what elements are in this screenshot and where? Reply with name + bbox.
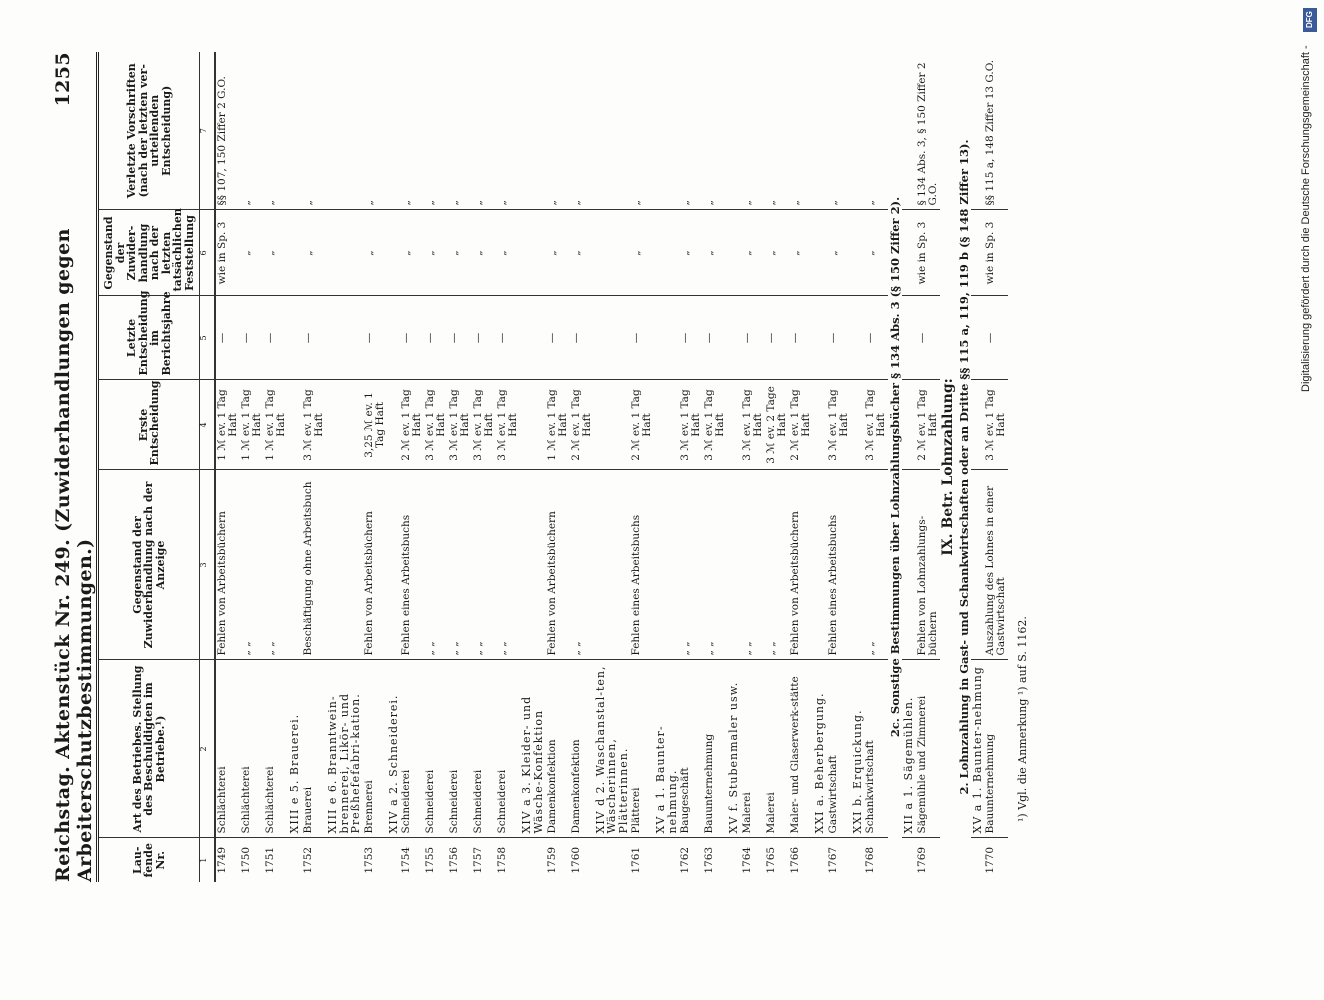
empty-cell [813, 210, 827, 296]
cell-betrieb: Schlächterei [240, 660, 264, 838]
empty-cell [971, 838, 985, 882]
cell-erste: 1 ℳ ev. 1 Tag Haft [215, 380, 240, 470]
cell-betrieb: Schneiderei [472, 660, 496, 838]
cell-nr: 1756 [448, 846, 461, 874]
table-body [215, 52, 1008, 882]
cell-gegenstand6: „ [302, 210, 326, 296]
cell-gegenstand6: „ [546, 210, 570, 296]
cell-vorschriften: „ [400, 52, 424, 210]
running-head [52, 52, 96, 882]
table-row [827, 52, 851, 882]
cell-letzte: — [546, 296, 570, 380]
empty-cell [851, 296, 865, 380]
table-row [546, 52, 570, 882]
category-row [387, 52, 401, 882]
empty-cell [520, 470, 545, 660]
category-row [727, 52, 741, 882]
empty-cell [654, 380, 679, 470]
cell-gegenstand6: wie in Sp. 3 [215, 210, 240, 296]
empty-cell [902, 380, 916, 470]
empty-cell [727, 838, 741, 882]
cell-letzte: — [496, 296, 520, 380]
cell-letzte: — [424, 296, 448, 380]
violations-table [99, 52, 1008, 882]
cell-letzte: — [765, 296, 789, 380]
empty-cell [326, 838, 363, 882]
cell-letzte: — [741, 296, 765, 380]
empty-cell [326, 296, 363, 380]
cell-vorschriften: „ [496, 52, 520, 210]
cell-betrieb: Gastwirtschaft [827, 660, 851, 838]
cell-letzte: — [827, 296, 851, 380]
cell-letzte: — [789, 296, 813, 380]
cell-erste: 3 ℳ ev. 1 Tag Haft [496, 380, 520, 470]
cell-nr: 1750 [240, 846, 253, 874]
cell-betrieb: Malerei [741, 660, 765, 838]
table-row [789, 52, 813, 882]
category-row [326, 52, 363, 882]
cell-erste: 2 ℳ ev. 1 Tag Haft [400, 380, 424, 470]
cell-vorschriften: §§ 115 a, 148 Ziffer 13 G.O. [984, 52, 1008, 210]
cell-erste: 3 ℳ ev. 2 Tage Haft [765, 380, 789, 470]
column-number: 1 [200, 838, 216, 882]
cell-vorschriften: „ [570, 52, 594, 210]
cell-betrieb: Maler- und Glaserwerk-stätte [789, 660, 813, 838]
table-row [400, 52, 424, 882]
cell-gegenstand: „ „ [448, 470, 472, 660]
column-number: 4 [200, 380, 216, 470]
category-row [813, 52, 827, 882]
category-label: XII a 1. Sägemühlen. [902, 660, 916, 838]
category-label: XIV d 2. Waschanstal-ten, Wäscherinnen, Plätterinnen. [594, 660, 631, 838]
cell-erste: 1 ℳ ev. 1 Tag Haft [546, 380, 570, 470]
category-row [654, 52, 679, 882]
section-heading: IX. Betr. Lohnzahlung: [939, 378, 956, 556]
cell-gegenstand: Fehlen eines Arbeitsbuchs [827, 470, 851, 660]
cell-gegenstand: „ „ [264, 470, 288, 660]
cell-vorschriften: „ [363, 52, 387, 210]
cell-erste: 3 ℳ ev. 1 Tag Haft [827, 380, 851, 470]
cell-nr: 1762 [679, 846, 692, 874]
category-row [851, 52, 865, 882]
cell-nr: 1770 [984, 846, 997, 874]
column-number: 5 [200, 296, 216, 380]
table-row [424, 52, 448, 882]
empty-cell [902, 470, 916, 660]
cell-betrieb: Schneiderei [496, 660, 520, 838]
empty-cell [326, 380, 363, 470]
cell-gegenstand6: „ [789, 210, 813, 296]
cell-letzte: — [984, 296, 1008, 380]
cell-gegenstand: Fehlen von Arbeitsbüchern [363, 470, 387, 660]
empty-cell [288, 296, 302, 380]
category-label: XIII e 5. Brauerei. [288, 660, 302, 838]
empty-cell [594, 52, 631, 210]
dfg-logo: DFG [1303, 8, 1317, 32]
cell-nr: 1759 [545, 846, 558, 874]
cell-gegenstand6: „ [703, 210, 727, 296]
table-row [496, 52, 520, 882]
table-row [765, 52, 789, 882]
empty-cell [520, 838, 545, 882]
empty-cell [902, 296, 916, 380]
cell-vorschriften: „ [741, 52, 765, 210]
cell-nr: 1758 [496, 846, 509, 874]
empty-cell [971, 52, 985, 210]
category-label: XV f. Stubenmaler usw. [727, 660, 741, 838]
empty-cell [594, 380, 631, 470]
cell-gegenstand: „ „ [240, 470, 264, 660]
cell-nr: 1751 [264, 846, 277, 874]
column-number: 6 [200, 210, 216, 296]
cell-gegenstand6: „ [741, 210, 765, 296]
cell-gegenstand: „ „ [765, 470, 789, 660]
cell-vorschriften: „ [703, 52, 727, 210]
category-label: XXI b. Erquickung. [851, 660, 865, 838]
empty-cell [813, 470, 827, 660]
table-row [741, 52, 765, 882]
cell-gegenstand: „ „ [741, 470, 765, 660]
cell-erste: 3 ℳ ev. 1 Tag Haft [472, 380, 496, 470]
empty-cell [520, 296, 545, 380]
cell-gegenstand6: „ [424, 210, 448, 296]
cell-betrieb: Brennerei [363, 660, 387, 838]
empty-cell [727, 380, 741, 470]
cell-gegenstand: Beschäftigung ohne Arbeitsbuch [302, 470, 326, 660]
cell-vorschriften: § 134 Abs. 3, § 150 Ziffer 2 G.O. [916, 52, 940, 210]
empty-cell [520, 210, 545, 296]
cell-letzte: — [630, 296, 654, 380]
column-header: Gegenstand der Zuwiderhandlung nach der Anzeige [99, 470, 200, 660]
cell-gegenstand: Fehlen eines Arbeitsbuchs [400, 470, 424, 660]
dfg-credit [1300, 0, 1320, 1000]
empty-cell [288, 210, 302, 296]
category-label: XIV a 3. Kleider- und Wäsche-Konfektion [520, 660, 545, 838]
cell-gegenstand: „ „ [703, 470, 727, 660]
cell-erste: 3 ℳ ev. 1 Tag Haft [741, 380, 765, 470]
empty-cell [851, 52, 865, 210]
cell-gegenstand: Auszahlung des Lohnes in einer Gastwirtschaft [984, 470, 1008, 660]
table-row [240, 52, 264, 882]
table-row [570, 52, 594, 882]
cell-betrieb: Schlächterei [215, 660, 240, 838]
empty-cell [727, 210, 741, 296]
empty-cell [288, 380, 302, 470]
empty-cell [288, 52, 302, 210]
cell-gegenstand6: „ [448, 210, 472, 296]
cell-erste: 3 ℳ ev. 1 Tag Haft [679, 380, 703, 470]
section-heading-row [957, 52, 971, 882]
page-title: Reichstag. Aktenstück Nr. 249. (Zuwiderhandlungen gegen Arbeiterschutzbestimmungen.) [52, 228, 96, 882]
empty-cell [902, 52, 916, 210]
cell-vorschriften: §§ 107, 150 Ziffer 2 G.O. [215, 52, 240, 210]
cell-letzte: — [448, 296, 472, 380]
cell-gegenstand: Fehlen von Lohnzahlungs-büchern [916, 470, 940, 660]
cell-gegenstand: „ „ [472, 470, 496, 660]
cell-erste: 1 ℳ ev. 1 Tag Haft [264, 380, 288, 470]
empty-cell [727, 470, 741, 660]
empty-cell [654, 470, 679, 660]
table-row [363, 52, 387, 882]
column-number: 7 [200, 52, 216, 210]
cell-vorschriften: „ [264, 52, 288, 210]
category-row [594, 52, 631, 882]
cell-nr: 1763 [703, 846, 716, 874]
cell-letzte: — [302, 296, 326, 380]
column-header: Letzte Entscheidung im Berichtsjahre [99, 296, 200, 380]
empty-cell [851, 210, 865, 296]
cell-gegenstand: „ „ [496, 470, 520, 660]
column-header: Art des Betriebes. Stellung des Beschuldigten im Betriebe.¹) [99, 660, 200, 838]
cell-nr: 1761 [630, 846, 643, 874]
cell-gegenstand6: „ [363, 210, 387, 296]
cell-gegenstand6: „ [570, 210, 594, 296]
category-row [971, 52, 985, 882]
table-row [448, 52, 472, 882]
table-row [472, 52, 496, 882]
column-header: Erste Entscheidung [99, 380, 200, 470]
cell-letzte: — [400, 296, 424, 380]
empty-cell [387, 470, 401, 660]
category-label: XIII e 6. Branntwein-brennerei, Likör- und Preßhefefabri-kation. [326, 660, 363, 838]
empty-cell [813, 838, 827, 882]
cell-vorschriften: „ [765, 52, 789, 210]
cell-gegenstand6: „ [264, 210, 288, 296]
footnote: ¹) Vgl. die Anmerkung ¹) auf S. 1162. [1016, 616, 1030, 822]
column-header: Gegenstand der Zuwider-handlung nach der letzten tatsächlichen Feststellung [99, 210, 200, 296]
cell-erste: 3 ℳ ev. 1 Tag Haft [302, 380, 326, 470]
cell-gegenstand: Fehlen eines Arbeitsbuchs [630, 470, 654, 660]
table-row [984, 52, 1008, 882]
cell-gegenstand6: „ [630, 210, 654, 296]
cell-letzte: — [363, 296, 387, 380]
empty-cell [288, 470, 302, 660]
dfg-credit-text: Digitalisierung gefördert durch die Deutsche Forschungsgemeinschaft - [1300, 45, 1312, 392]
empty-cell [326, 52, 363, 210]
table-row [264, 52, 288, 882]
cell-betrieb: Bauunternehmung [703, 660, 727, 838]
empty-cell [813, 52, 827, 210]
cell-vorschriften: „ [546, 52, 570, 210]
header-row [99, 52, 200, 882]
empty-cell [654, 296, 679, 380]
cell-gegenstand6: „ [240, 210, 264, 296]
cell-gegenstand6: wie in Sp. 3 [984, 210, 1008, 296]
cell-vorschriften: „ [827, 52, 851, 210]
cell-letzte: — [264, 296, 288, 380]
section-heading: 2. Lohnzahlung in Gast- und Schankwirtschaften oder an Dritte §§ 115 a, 119, 119 b (§ 148 Ziffer 13). [956, 139, 971, 795]
cell-gegenstand6: „ [496, 210, 520, 296]
page-number: 1255 [52, 52, 74, 107]
empty-cell [727, 52, 741, 210]
cell-nr: 1757 [472, 846, 485, 874]
cell-erste: 3 ℳ ev. 1 Tag Haft [703, 380, 727, 470]
cell-gegenstand6: „ [765, 210, 789, 296]
section-heading-row [888, 52, 902, 882]
empty-cell [813, 296, 827, 380]
cell-erste: 2 ℳ ev. 1 Tag Haft [789, 380, 813, 470]
empty-cell [971, 210, 985, 296]
empty-cell [851, 470, 865, 660]
empty-cell [387, 210, 401, 296]
cell-betrieb: Bauunternehmung [984, 660, 1008, 838]
cell-betrieb: Schneiderei [400, 660, 424, 838]
empty-cell [288, 838, 302, 882]
cell-vorschriften: „ [679, 52, 703, 210]
empty-cell [387, 838, 401, 882]
column-header: Lau-fende Nr. [130, 843, 167, 878]
cell-letzte: — [240, 296, 264, 380]
cell-erste: 2 ℳ ev. 1 Tag Haft [630, 380, 654, 470]
column-number: 3 [200, 470, 216, 660]
table-row [916, 52, 940, 882]
empty-cell [971, 296, 985, 380]
cell-nr: 1766 [789, 846, 802, 874]
cell-betrieb: Damenkonfektion [570, 660, 594, 838]
cell-erste: 2 ℳ ev. 1 Tag Haft [570, 380, 594, 470]
cell-nr: 1749 [216, 846, 229, 874]
table-row [864, 52, 888, 882]
empty-cell [520, 380, 545, 470]
cell-gegenstand6: „ [400, 210, 424, 296]
cell-betrieb: Schneiderei [448, 660, 472, 838]
cell-erste: 1 ℳ ev. 1 Tag Haft [240, 380, 264, 470]
empty-cell [594, 838, 631, 882]
category-label: XXI a. Beherbergung. [813, 660, 827, 838]
cell-erste: 3 ℳ ev. 1 Tag Haft [984, 380, 1008, 470]
empty-cell [813, 380, 827, 470]
column-number: 2 [200, 660, 216, 838]
empty-cell [654, 210, 679, 296]
empty-cell [851, 838, 865, 882]
column-number-row [200, 52, 216, 882]
empty-cell [654, 838, 679, 882]
cell-nr: 1760 [569, 846, 582, 874]
empty-cell [902, 210, 916, 296]
cell-letzte: — [679, 296, 703, 380]
cell-betrieb: Brauerei [302, 660, 326, 838]
empty-cell [387, 380, 401, 470]
cell-nr: 1755 [424, 846, 437, 874]
cell-erste: 3 ℳ ev. 1 Tag Haft [424, 380, 448, 470]
table-row [679, 52, 703, 882]
empty-cell [387, 296, 401, 380]
cell-gegenstand6: „ [679, 210, 703, 296]
cell-gegenstand: Fehlen von Arbeitsbüchern [215, 470, 240, 660]
table-row [302, 52, 326, 882]
cell-nr: 1769 [915, 846, 928, 874]
empty-cell [851, 380, 865, 470]
cell-betrieb: Schlächterei [264, 660, 288, 838]
cell-gegenstand6: „ [864, 210, 888, 296]
cell-vorschriften: „ [864, 52, 888, 210]
category-label: XV a 1. Baunter-nehmung [971, 660, 985, 838]
cell-gegenstand: „ „ [570, 470, 594, 660]
table-row [215, 52, 240, 882]
cell-betrieb: Schneiderei [424, 660, 448, 838]
cell-nr: 1754 [400, 846, 413, 874]
cell-erste: 3,25 ℳ ev. 1 Tag Haft [363, 380, 387, 470]
cell-vorschriften: „ [240, 52, 264, 210]
cell-nr: 1764 [740, 846, 753, 874]
cell-letzte: — [703, 296, 727, 380]
cell-nr: 1765 [764, 846, 777, 874]
category-row [902, 52, 916, 882]
cell-letzte: — [570, 296, 594, 380]
cell-letzte: — [215, 296, 240, 380]
empty-cell [594, 470, 631, 660]
cell-gegenstand: „ „ [864, 470, 888, 660]
category-label: XV a 1. Baunter-nehmung. [654, 660, 679, 838]
cell-gegenstand: Fehlen von Arbeitsbüchern [789, 470, 813, 660]
cell-vorschriften: „ [472, 52, 496, 210]
column-header: Verletzte Vorschriften (nach der letzten ver-urteilenden Entscheidung) [99, 52, 200, 210]
cell-letzte: — [864, 296, 888, 380]
cell-nr: 1768 [864, 846, 877, 874]
cell-erste: 3 ℳ ev. 1 Tag Haft [448, 380, 472, 470]
empty-cell [520, 52, 545, 210]
empty-cell [387, 52, 401, 210]
cell-betrieb: Schankwirtschaft [864, 660, 888, 838]
cell-gegenstand: „ „ [679, 470, 703, 660]
section-heading-row [940, 52, 957, 882]
cell-betrieb: Sägemühle und Zimmerei [916, 660, 940, 838]
cell-erste: 2 ℳ ev. 1 Tag Haft [916, 380, 940, 470]
empty-cell [727, 296, 741, 380]
empty-cell [594, 296, 631, 380]
cell-vorschriften: „ [302, 52, 326, 210]
cell-gegenstand: Fehlen von Arbeitsbüchern [546, 470, 570, 660]
cell-vorschriften: „ [424, 52, 448, 210]
cell-gegenstand6: „ [827, 210, 851, 296]
section-heading: 2c. Sonstige Bestimmungen über Lohnzahlungsbücher § 134 Abs. 3 (§ 150 Ziffer 2). [888, 196, 903, 738]
cell-nr: 1752 [302, 846, 315, 874]
cell-letzte: — [472, 296, 496, 380]
table-row [703, 52, 727, 882]
empty-cell [902, 838, 916, 882]
empty-cell [326, 210, 363, 296]
cell-vorschriften: „ [789, 52, 813, 210]
cell-gegenstand6: wie in Sp. 3 [916, 210, 940, 296]
cell-vorschriften: „ [448, 52, 472, 210]
table-row [630, 52, 654, 882]
cell-gegenstand6: „ [472, 210, 496, 296]
category-row [520, 52, 545, 882]
empty-cell [594, 210, 631, 296]
cell-betrieb: Damenkonfektion [546, 660, 570, 838]
empty-cell [971, 380, 985, 470]
cell-vorschriften: „ [630, 52, 654, 210]
cell-nr: 1753 [362, 846, 375, 874]
cell-gegenstand: „ „ [424, 470, 448, 660]
cell-betrieb: Baugeschäft [679, 660, 703, 838]
cell-betrieb: Malerei [765, 660, 789, 838]
cell-betrieb: Plätterei [630, 660, 654, 838]
cell-letzte: — [916, 296, 940, 380]
empty-cell [971, 470, 985, 660]
empty-cell [326, 470, 363, 660]
empty-cell [654, 52, 679, 210]
cell-erste: 3 ℳ ev. 1 Tag Haft [864, 380, 888, 470]
cell-nr: 1767 [826, 846, 839, 874]
category-row [288, 52, 302, 882]
category-label: XIV a 2. Schneiderei. [387, 660, 401, 838]
